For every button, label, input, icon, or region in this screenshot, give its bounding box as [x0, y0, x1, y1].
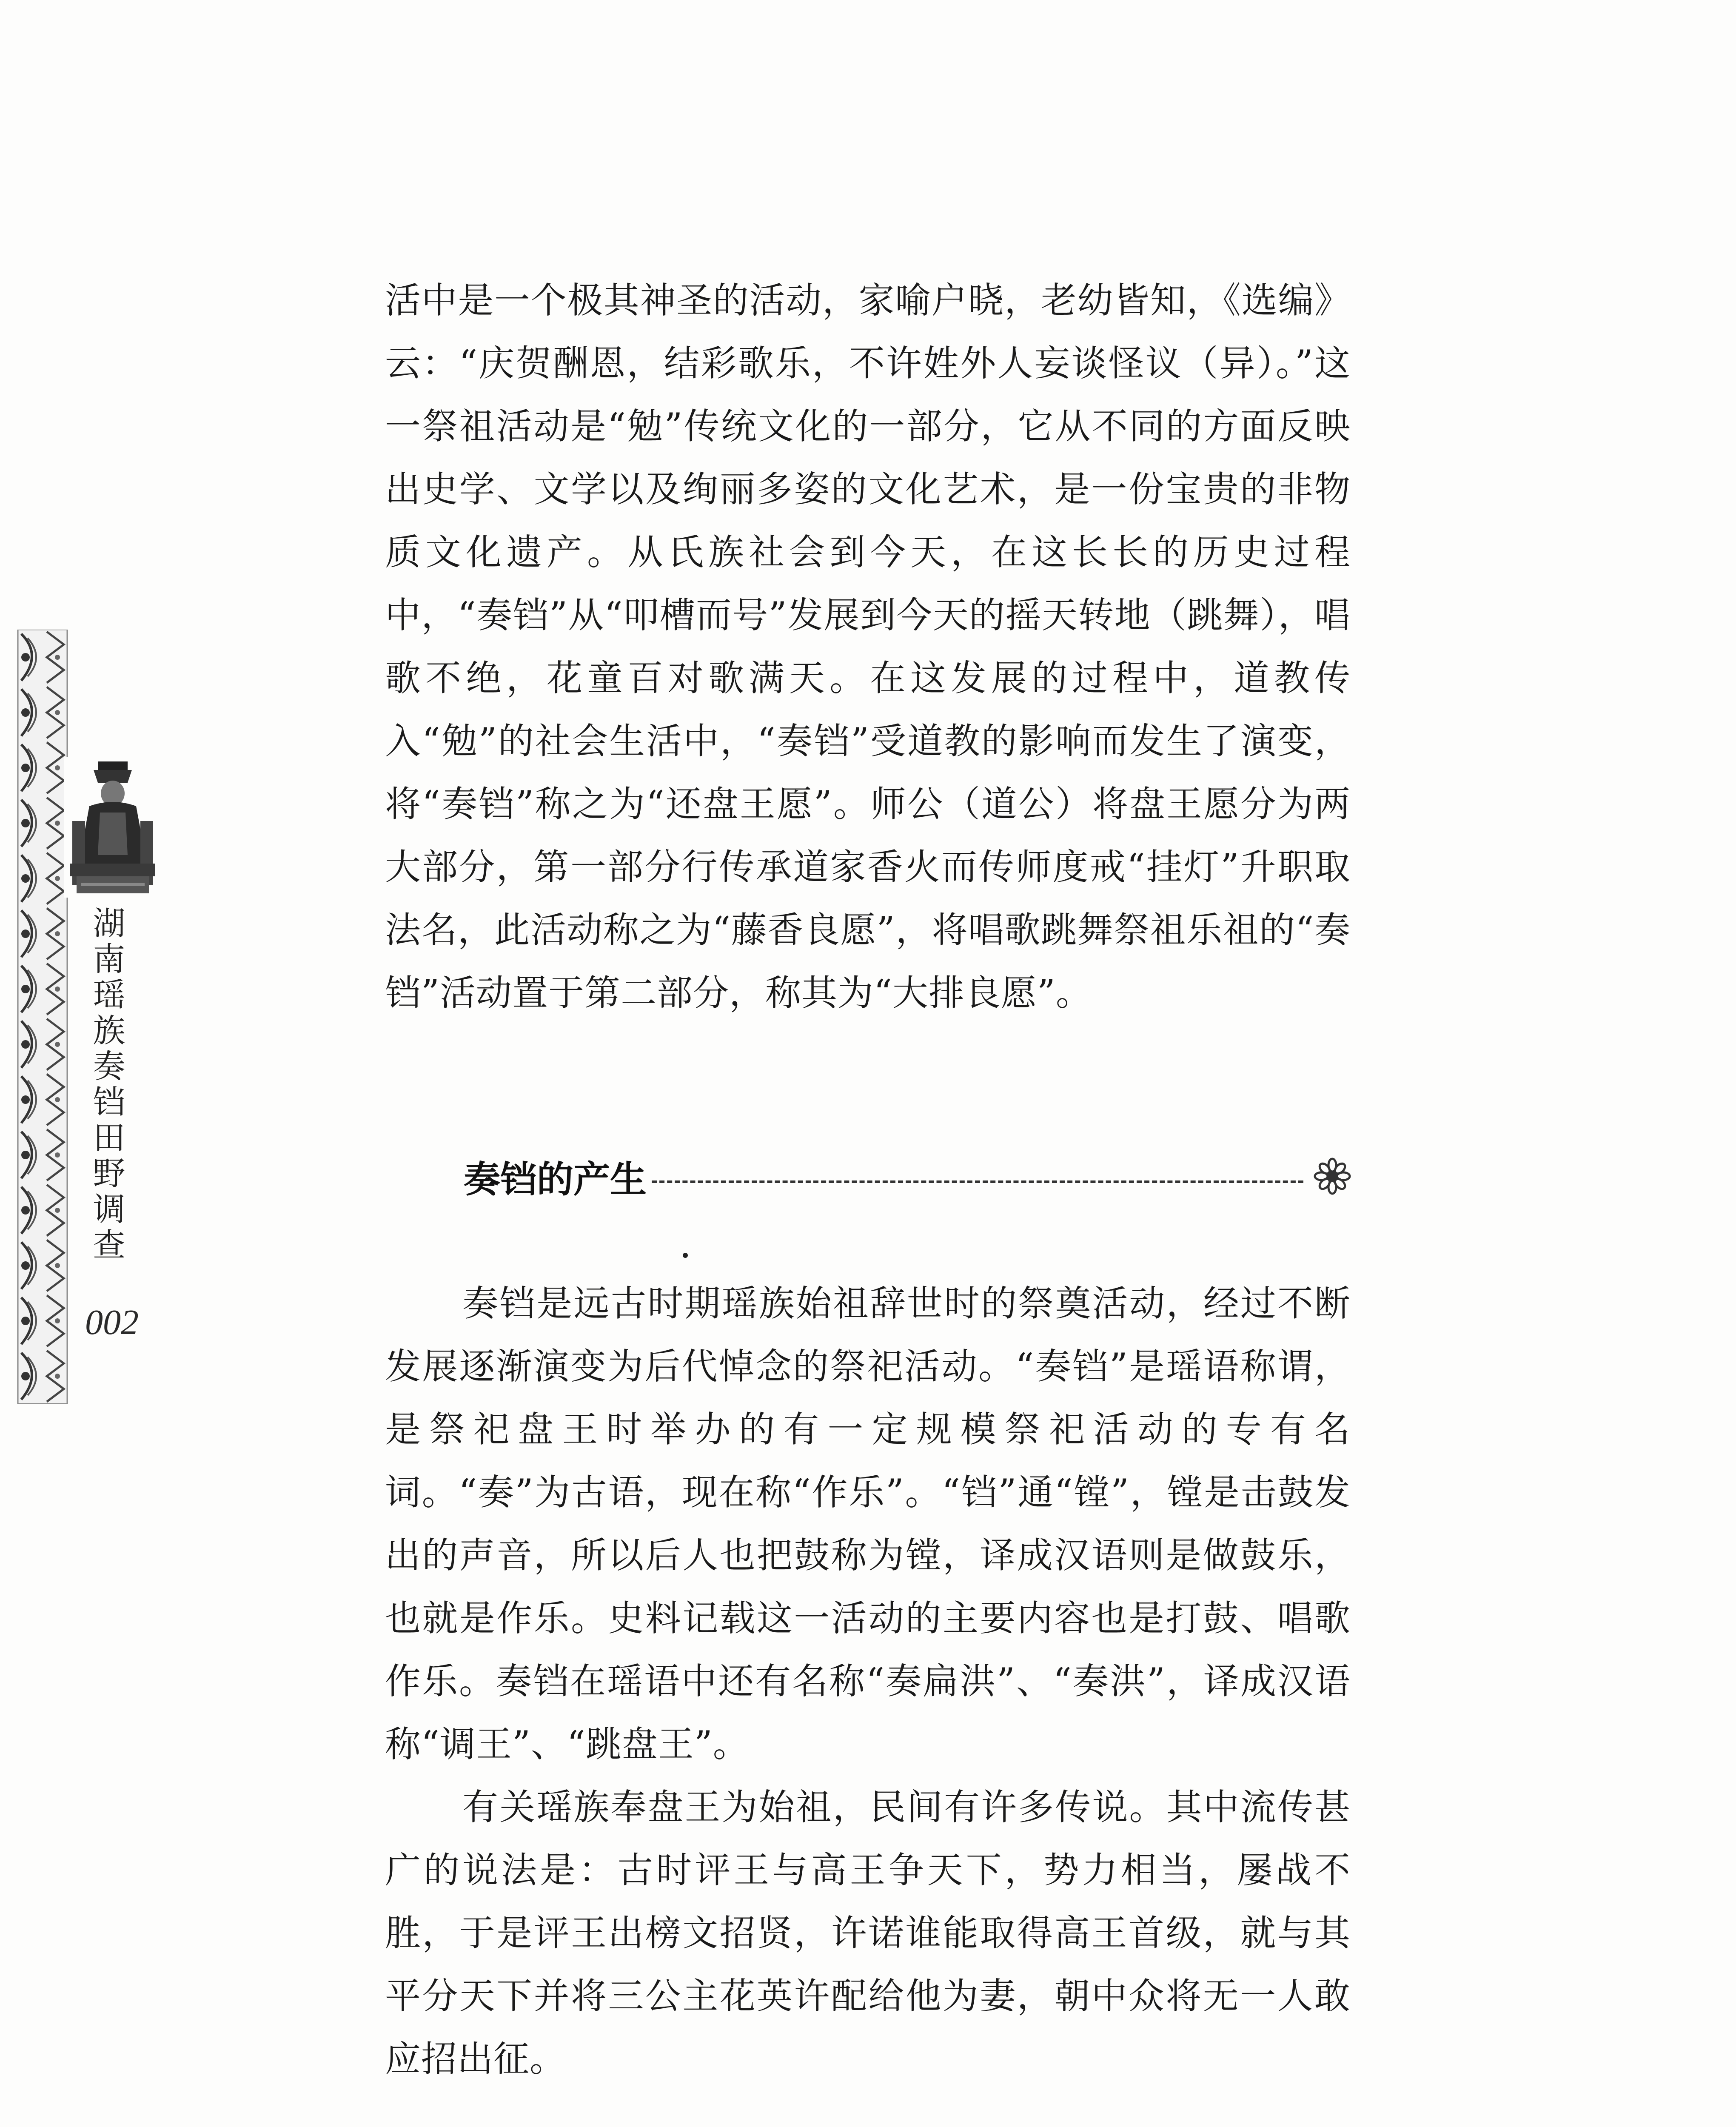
paragraph-text: 奏铛是远古时期瑶族始祖辞世时的祭奠活动，经过不断发展逐渐演变为后代悼念的祭祀活动。“奏铛”是瑶语称谓，是祭祀盘王时举办的有一定规模祭祀活动的专有名词。“奏”为古语，现在称“作乐”。“铛”通“镗”，镗是击鼓发出的声音，所以后人也把鼓称为镗，译成汉语则是做鼓乐，也就是作乐。史料记载这一活动的主要内容也是打鼓、唱歌作乐。奏铛在瑶语中还有名称“奏扁洪”、“奏洪”，译成汉语称“调王”、“跳盘王”。 [385, 1283, 1351, 1765]
page-number: 002 [85, 1303, 139, 1342]
ornament-pattern-icon [17, 630, 68, 1404]
section-heading [464, 1149, 1353, 1204]
paragraph-text: 有关瑶族奉盘王为始祖，民间有许多传说。其中流传甚广的说法是：古时评王与高王争天下，势力相当，屡战不胜，于是评王出榜文招贤，许诺谁能取得高王首级，就与其平分天下并将三公主花英许配给他为妻，朝中众将无一人敢应招出征。 [385, 1786, 1351, 2080]
section-title: 奏铛的产生 [464, 1158, 647, 1201]
section-body [385, 1272, 1351, 2090]
decorative-border-strip [17, 630, 68, 1404]
paragraph-text: 活中是一个极其神圣的活动，家喻户晓，老幼皆知，《选编》云：“庆贺酬恩，结彩歌乐，不许姓外人妄谈怪议（异）。”这一祭祖活动是“勉”传统文化的一部分，它从不同的方面反映出史学、文学以及绚丽多姿的文化艺术，是一份宝贵的非物质文化遗产。从氏族社会到今天，在这长长的历史过程中，“奏铛”从“叩槽而号”发展到今天的摇天转地（跳舞），唱歌不绝，花童百对歌满天。在这发展的过程中，道教传入“勉”的社会生活中，“奏铛”受道教的影响而发生了演变，将“奏铛”称之为“还盘王愿”。师公（道公）将盘王愿分为两大部分，第一部分行传承道家香火而传师度戒“挂灯”升职取法名，此活动称之为“藤香良愿”，将唱歌跳舞祭祖乐祖的“奏铛”活动置于第二部分，称其为“大排良愿”。 [385, 279, 1351, 1014]
seated-figure-icon [64, 757, 162, 898]
heading-dashed-rule [652, 1180, 1303, 1183]
book-title-vertical: 湖南瑶族奏铛田野调查 [88, 906, 125, 1263]
print-speck [683, 1253, 688, 1258]
continued-paragraph [385, 269, 1351, 1024]
flower-icon [1312, 1156, 1353, 1197]
